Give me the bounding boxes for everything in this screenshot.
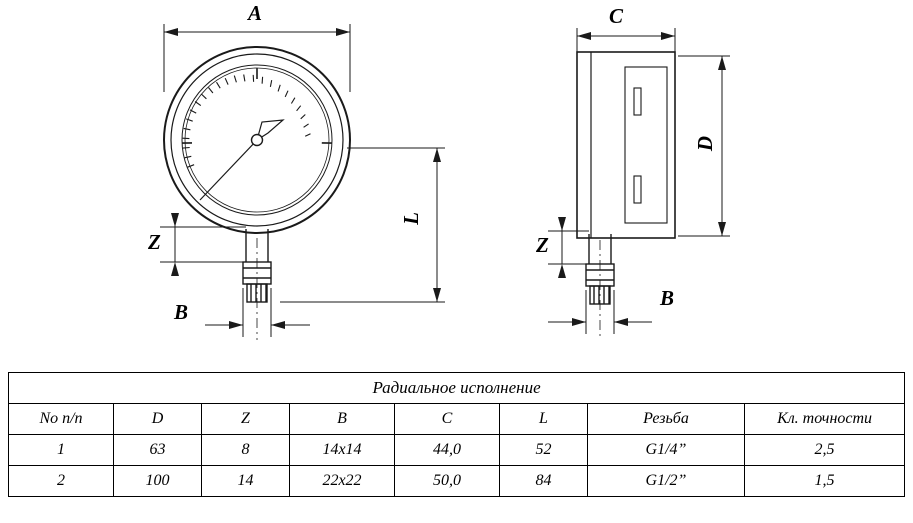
table-cell-r0-c7: 2,5 [745,435,905,466]
table-cell-r0-c4: 44,0 [395,435,500,466]
table-header-cell-3: B [290,404,395,435]
spec-table-wrapper [8,372,904,497]
dim-label-D: D [693,135,718,152]
front-view [160,24,445,340]
table-header-cell-4: C [395,404,500,435]
table-cell-r1-c6: G1/2” [588,466,745,497]
table-cell-r1-c4: 50,0 [395,466,500,497]
table-cell-r1-c1: 100 [114,466,202,497]
table-cell-r1-c3: 22x22 [290,466,395,497]
dim-label-A: A [248,1,263,25]
side-view [548,28,730,336]
table-header-cell-6: Резьба [588,404,745,435]
table-cell-r0-c5: 52 [500,435,588,466]
table-header-cell-7: Кл. точности [745,404,905,435]
table-title-row [9,373,905,404]
table-cell-r0-c1: 63 [114,435,202,466]
table-cell-r1-c0: 2 [9,466,114,497]
table-title: Радиальное исполнение [9,373,905,404]
table-header-cell-2: Z [202,404,290,435]
table-cell-r1-c5: 84 [500,466,588,497]
dim-label-Z-left: Z [148,230,161,254]
table-cell-r1-c7: 1,5 [745,466,905,497]
dim-label-L: L [398,212,423,225]
dim-label-Z-right: Z [536,233,549,257]
table-cell-r0-c2: 8 [202,435,290,466]
table-cell-r0-c0: 1 [9,435,114,466]
dim-label-B-right: B [660,286,675,310]
table-cell-r0-c3: 14x14 [290,435,395,466]
table-cell-r0-c6: G1/4” [588,435,745,466]
table-header-cell-5: L [500,404,588,435]
table-header-cell-0: No п/п [9,404,114,435]
table-cell-r1-c2: 14 [202,466,290,497]
table-row [9,435,905,466]
table-row [9,466,905,497]
table-header-row [9,404,905,435]
dim-label-C: C [609,4,624,28]
dim-label-B-left: B [174,300,189,324]
table-header-cell-1: D [114,404,202,435]
spec-table [8,372,905,497]
